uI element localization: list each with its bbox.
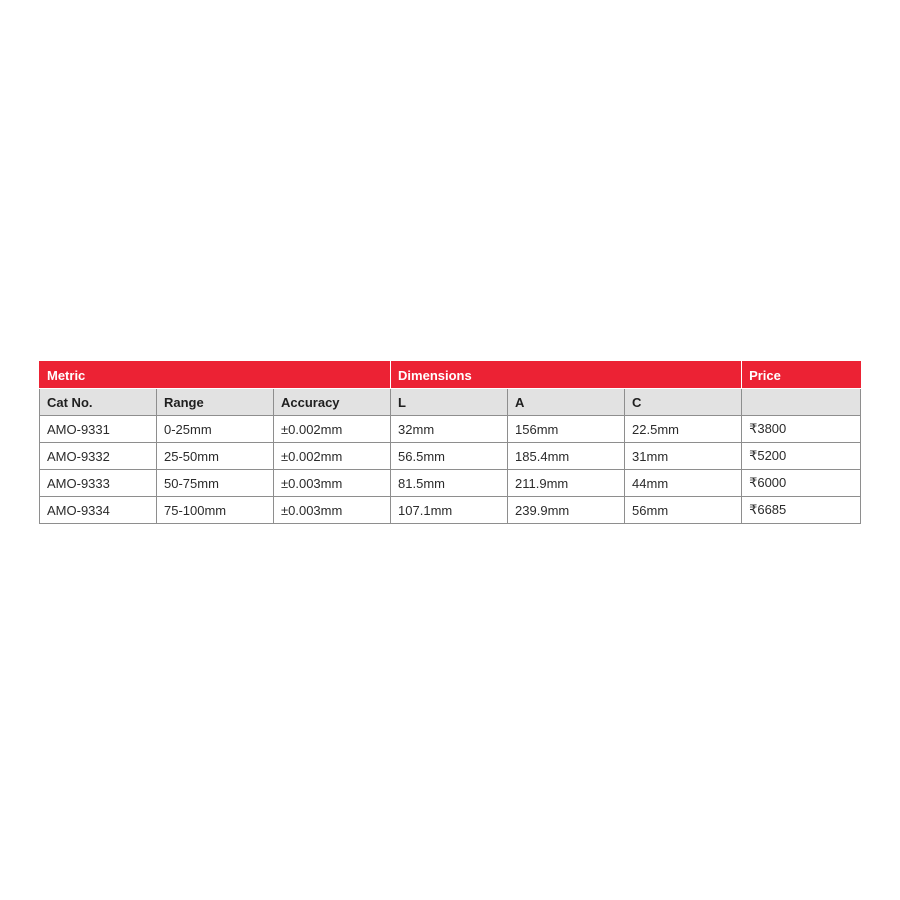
- cell-range: 25-50mm: [157, 443, 274, 470]
- cell-cat-no: AMO-9334: [40, 497, 157, 524]
- table-row: [40, 497, 861, 524]
- col-l: L: [391, 389, 508, 416]
- col-cat-no: Cat No.: [40, 389, 157, 416]
- cell-price: ₹6000: [742, 470, 861, 497]
- cell-a: 239.9mm: [508, 497, 625, 524]
- cell-accuracy: ±0.002mm: [274, 416, 391, 443]
- group-header-row: [40, 362, 861, 389]
- table-row: [40, 443, 861, 470]
- cell-accuracy: ±0.002mm: [274, 443, 391, 470]
- cell-accuracy: ±0.003mm: [274, 497, 391, 524]
- cell-c: 22.5mm: [625, 416, 742, 443]
- col-c: C: [625, 389, 742, 416]
- col-a: A: [508, 389, 625, 416]
- cell-range: 75-100mm: [157, 497, 274, 524]
- col-accuracy: Accuracy: [274, 389, 391, 416]
- group-dimensions: Dimensions: [391, 362, 742, 389]
- col-range: Range: [157, 389, 274, 416]
- cell-price: ₹5200: [742, 443, 861, 470]
- cell-a: 211.9mm: [508, 470, 625, 497]
- group-price: Price: [742, 362, 861, 389]
- cell-accuracy: ±0.003mm: [274, 470, 391, 497]
- cell-l: 32mm: [391, 416, 508, 443]
- cell-cat-no: AMO-9332: [40, 443, 157, 470]
- cell-l: 56.5mm: [391, 443, 508, 470]
- cell-a: 156mm: [508, 416, 625, 443]
- column-header-row: [40, 389, 861, 416]
- cell-range: 50-75mm: [157, 470, 274, 497]
- group-metric: Metric: [40, 362, 391, 389]
- cell-cat-no: AMO-9333: [40, 470, 157, 497]
- cell-price: ₹3800: [742, 416, 861, 443]
- cell-c: 44mm: [625, 470, 742, 497]
- cell-price: ₹6685: [742, 497, 861, 524]
- cell-range: 0-25mm: [157, 416, 274, 443]
- cell-c: 56mm: [625, 497, 742, 524]
- cell-c: 31mm: [625, 443, 742, 470]
- cell-a: 185.4mm: [508, 443, 625, 470]
- cell-l: 81.5mm: [391, 470, 508, 497]
- table-row: [40, 470, 861, 497]
- spec-table: [39, 361, 861, 524]
- cell-cat-no: AMO-9331: [40, 416, 157, 443]
- table-row: [40, 416, 861, 443]
- cell-l: 107.1mm: [391, 497, 508, 524]
- col-price: [742, 389, 861, 416]
